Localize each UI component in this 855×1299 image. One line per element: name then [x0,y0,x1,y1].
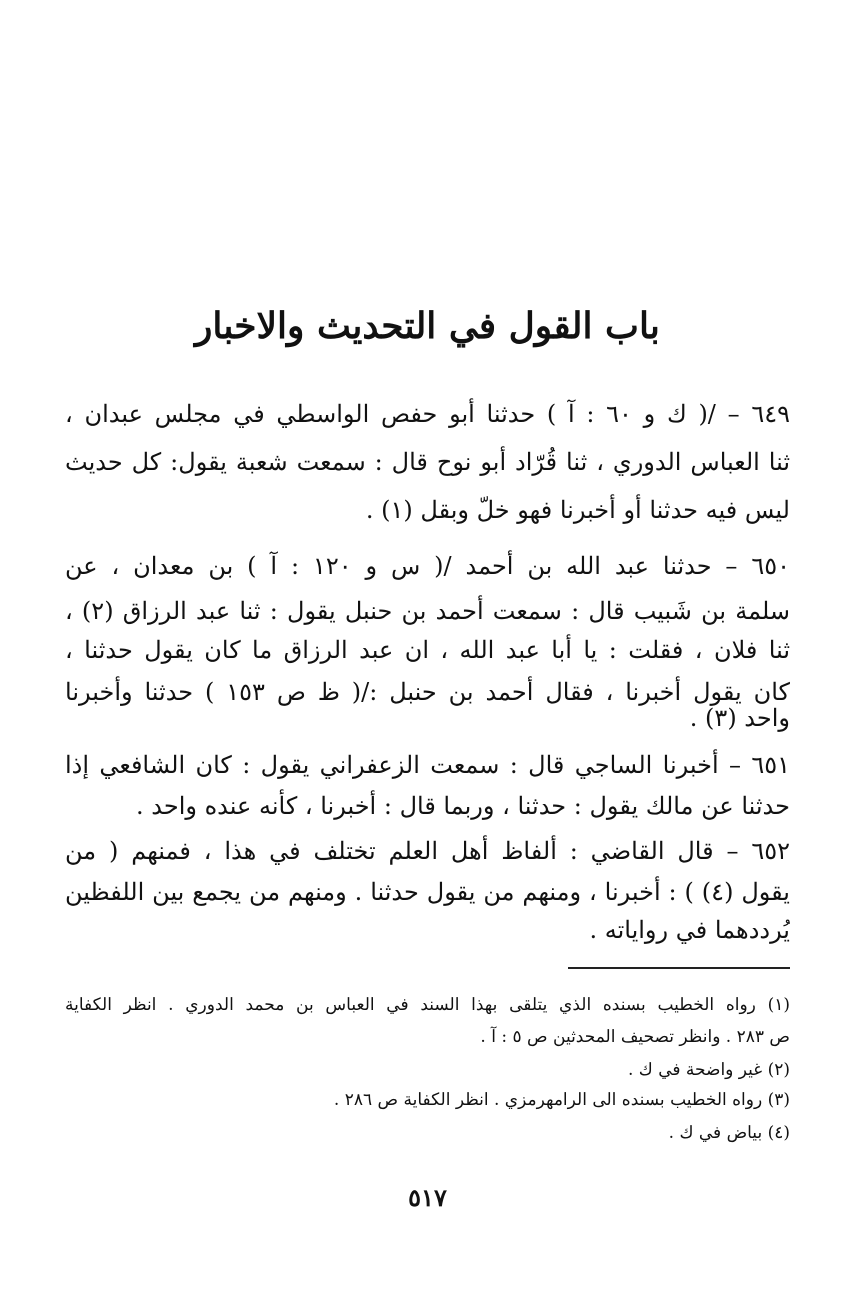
paragraph-650-line-3: ثنا فلان ، فقلت : يا أبا عبد الله ، ان عبد الرزاق ما كان يقول حدثنا ، [65,636,790,664]
paragraph-651-line-2: حدثنا عن مالك يقول : حدثنا ، وربما قال : أخبرنا ، كأنه عنده واحد . [136,792,790,820]
paragraph-652-line-2: يقول (٤) ) : أخبرنا ، ومنهم من يقول حدثنا . ومنهم من يجمع بين اللفظين [65,878,790,906]
paragraph-652-line-3: يُرددهما في رواياته . [589,916,790,944]
paragraph-649-line-2: ثنا العباس الدوري ، ثنا قُرّاد أبو نوح قال : سمعت شعبة يقول: كل حديث [65,448,790,476]
footnote-3: (٣) رواه الخطيب بسنده الى الرامهرمزي . انظر الكفاية ص ٢٨٦ . [333,1090,790,1110]
paragraph-650-line-5: واحد (٣) . [689,704,790,732]
paragraph-650-line-4: كان يقول أخبرنا ، فقال أحمد بن حنبل :/( ظ ص ١٥٣ ) حدثنا وأخبرنا [65,678,790,706]
footnote-4: (٤) بياض في ك . [668,1123,790,1143]
paragraph-649-line-1: ٦٤٩ – /( ك و ٦٠ : آ ) حدثنا أبو حفص الواسطي في مجلس عبدان ، [65,400,790,428]
paragraph-650-line-2: سلمة بن شَبيب قال : سمعت أحمد بن حنبل يقول : ثنا عبد الرزاق (٢) ، [65,597,790,625]
chapter-title: باب القول في التحديث والاخبار [195,305,660,347]
paragraph-652-line-1: ٦٥٢ – قال القاضي : ألفاظ أهل العلم تختلف في هذا ، فمنهم ( من [65,837,790,865]
footnote-2: (٢) غير واضحة في ك . [628,1060,790,1080]
paragraph-649-line-3: ليس فيه حدثنا أو أخبرنا فهو خلّ وبقل (١) . [365,496,790,524]
footnote-1-line-2: ص ٢٨٣ . وانظر تصحيف المحدثين ص ٥ : آ . [480,1027,790,1047]
footnote-1-line-1: (١) رواه الخطيب بسنده الذي يتلقى بهذا السند في العباس بن محمد الدوري . انظر الكفاية [65,995,790,1015]
footnote-separator [568,967,790,969]
paragraph-651-line-1: ٦٥١ – أخبرنا الساجي قال : سمعت الزعفراني يقول : كان الشافعي إذا [65,751,790,779]
paragraph-650-line-1: ٦٥٠ – حدثنا عبد الله بن أحمد /( س و ١٢٠ : آ ) بن معدان ، عن [65,552,790,580]
page-number: ٥١٧ [408,1183,447,1212]
